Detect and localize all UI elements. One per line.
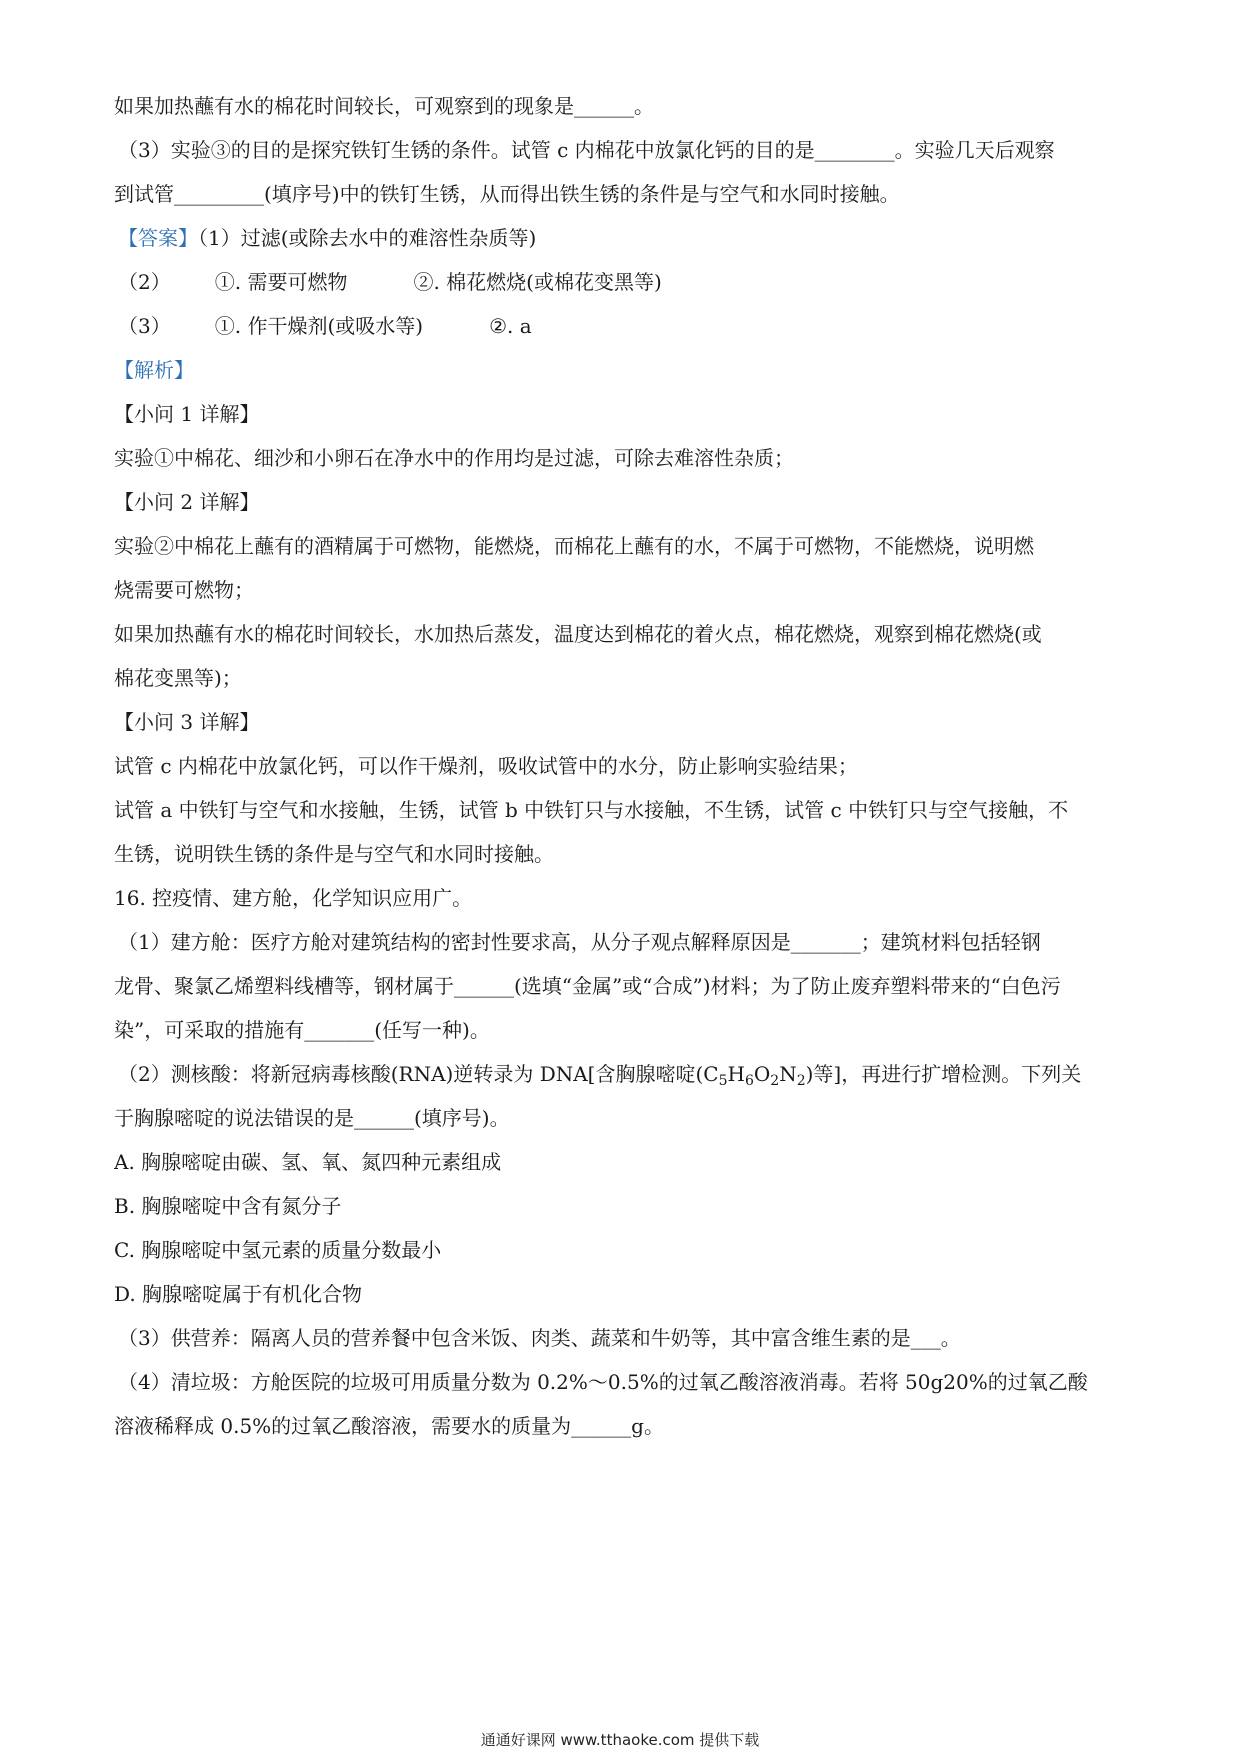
- formula-text: O: [753, 1062, 771, 1086]
- answer-part: ②. a: [489, 314, 532, 338]
- answer-number: （2）: [118, 270, 171, 294]
- text-line: （3）实验③的目的是探究铁钉生锈的条件。试管 c 内棉花中放氯化钙的目的是________。实验几天后观察: [118, 138, 1055, 162]
- text-line: （4）清垃圾：方舱医院的垃圾可用质量分数为 0.2%～0.5%的过氧乙酸溶液消毒。若将 50g20%的过氧乙酸: [118, 1370, 1088, 1394]
- formula-text: )等]，再进行扩增检测。下列关: [805, 1062, 1082, 1086]
- subscript: 2: [796, 1073, 806, 1089]
- text-line: 实验②中棉花上蘸有的酒精属于可燃物，能燃烧，而棉花上蘸有的水，不属于可燃物，不能燃烧，说明燃: [114, 534, 1034, 558]
- answer-label: 【答案】: [118, 226, 198, 250]
- subscript: 5: [718, 1073, 728, 1089]
- answer-part: ②. 棉花燃烧(或棉花变黑等): [413, 270, 662, 294]
- text-line: 烧需要可燃物；: [114, 578, 254, 602]
- answer-text: （1）过滤(或除去水中的难溶性杂质等): [198, 226, 537, 250]
- text-line: 到试管_________(填序号)中的铁钉生锈，从而得出铁生锈的条件是与空气和水同时接触。: [114, 182, 900, 206]
- answer-part: ①. 作干燥剂(或吸水等): [214, 314, 424, 338]
- option-b: B. 胸腺嘧啶中含有氮分子: [114, 1194, 342, 1218]
- text-line: [118, 1060, 1138, 1095]
- subscript: 6: [744, 1073, 754, 1089]
- formula-text: H: [727, 1062, 745, 1086]
- text-line: 龙骨、聚氯乙烯塑料线槽等，钢材属于______(选填“金属”或“合成”)材料；为了防止废弃塑料带来的“白色污: [114, 974, 1061, 998]
- text-line: 试管 c 内棉花中放氯化钙，可以作干燥剂，吸收试管中的水分，防止影响实验结果；: [114, 754, 858, 778]
- formula-text: （2）测核酸：将新冠病毒核酸(RNA)逆转录为 DNA[含胸腺嘧啶(C: [118, 1062, 719, 1086]
- text-line: 染”，可采取的措施有_______(任写一种)。: [114, 1018, 490, 1042]
- answer-line: [118, 224, 1138, 252]
- answer-line: [118, 268, 1138, 296]
- page-footer: 通通好课网 www.tthaoke.com 提供下载: [480, 1731, 760, 1749]
- text-line: 实验①中棉花、细沙和小卵石在净水中的作用均是过滤，可除去难溶性杂质；: [114, 446, 794, 470]
- text-line: （3）供营养：隔离人员的营养餐中包含米饭、肉类、蔬菜和牛奶等，其中富含维生素的是___。: [118, 1326, 961, 1350]
- answer-part: ①. 需要可燃物: [214, 270, 348, 294]
- answer-line: [118, 312, 1138, 340]
- text-line: 如果加热蘸有水的棉花时间较长，可观察到的现象是______。: [114, 94, 654, 118]
- option-d: D. 胸腺嘧啶属于有机化合物: [114, 1282, 363, 1306]
- analysis-heading: [114, 356, 1134, 384]
- answer-number: （3）: [118, 314, 171, 338]
- text-line: 棉花变黑等)；: [114, 666, 242, 690]
- section-heading: 【小问 2 详解】: [114, 490, 260, 514]
- text-line: （1）建方舱：医疗方舱对建筑结构的密封性要求高，从分子观点解释原因是_______；建筑材料包括轻钢: [118, 930, 1041, 954]
- formula-text: N: [779, 1062, 797, 1086]
- option-a: A. 胸腺嘧啶由碳、氢、氧、氮四种元素组成: [114, 1150, 502, 1174]
- text-line: 于胸腺嘧啶的说法错误的是______(填序号)。: [114, 1106, 510, 1130]
- section-heading: 【小问 3 详解】: [114, 710, 260, 734]
- text-line: 试管 a 中铁钉与空气和水接触，生锈，试管 b 中铁钉只与水接触，不生锈，试管 c 中铁钉只与空气接触，不: [114, 798, 1069, 822]
- text-line: 溶液稀释成 0.5%的过氧乙酸溶液，需要水的质量为______g。: [114, 1414, 664, 1438]
- question-title: 16. 控疫情、建方舱，化学知识应用广。: [114, 886, 473, 910]
- section-heading: 【小问 1 详解】: [114, 402, 260, 426]
- option-c: C. 胸腺嘧啶中氢元素的质量分数最小: [114, 1238, 442, 1262]
- analysis-label: 【解析】: [114, 358, 194, 382]
- subscript: 2: [770, 1073, 780, 1089]
- text-line: 如果加热蘸有水的棉花时间较长，水加热后蒸发，温度达到棉花的着火点，棉花燃烧，观察到棉花燃烧(或: [114, 622, 1042, 646]
- text-line: 生锈，说明铁生锈的条件是与空气和水同时接触。: [114, 842, 554, 866]
